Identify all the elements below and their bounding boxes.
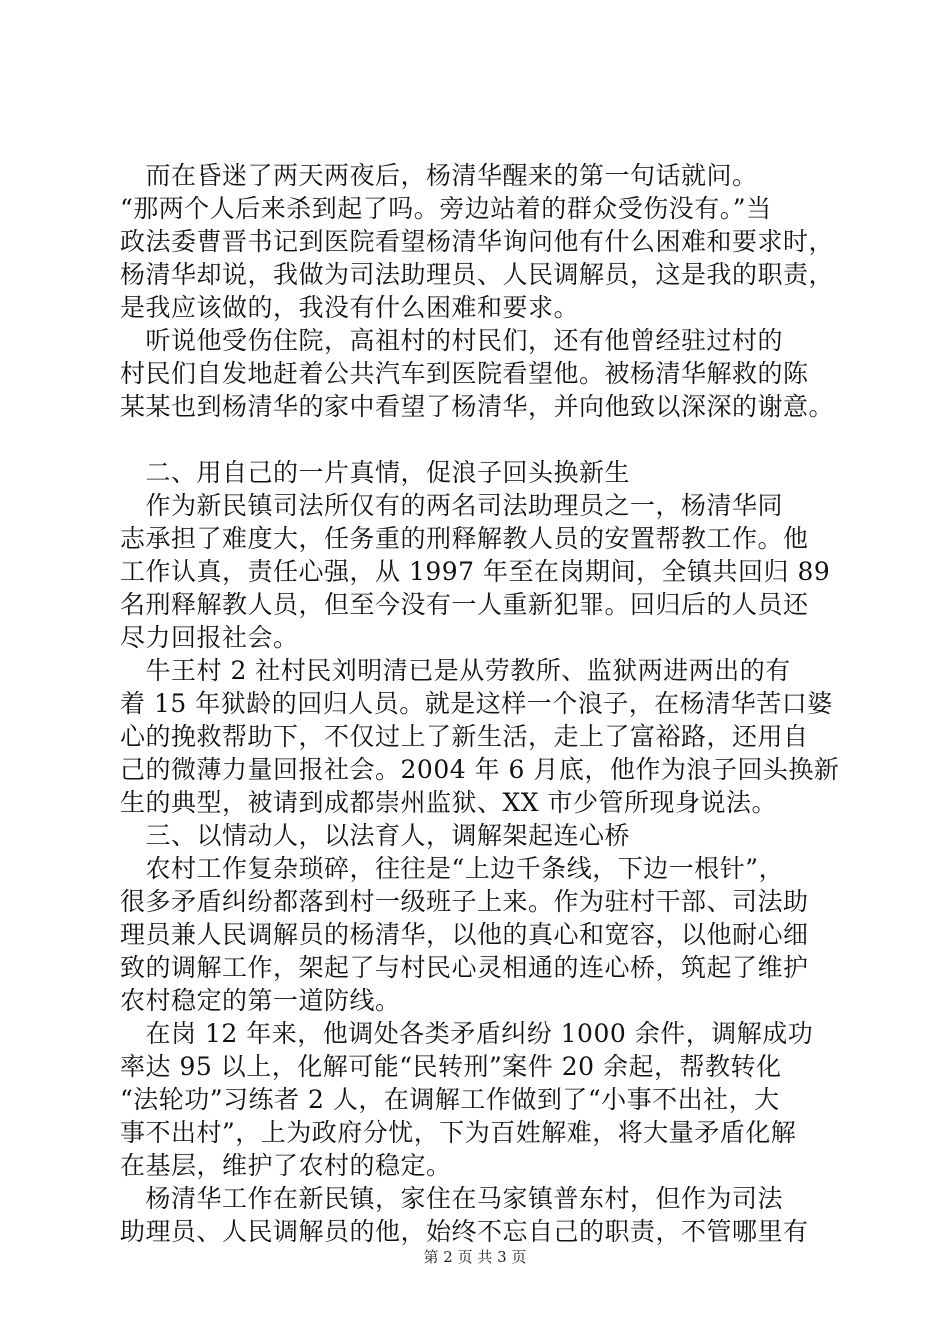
body-line: 某某也到杨清华的家中看望了杨清华，并向他致以深深的谢意。 xyxy=(120,392,835,421)
body-line: 作为新民镇司法所仅有的两名司法助理员之一，杨清华同 xyxy=(120,491,784,520)
body-line: 政法委曹晋书记到医院看望杨清华询问他有什么困难和要求时， xyxy=(120,227,835,256)
body-line: 牛王村 2 社村民刘明清已是从劳教所、监狱两进两出的有 xyxy=(120,656,791,685)
section-heading: 二、用自己的一片真情，促浪子回头换新生 xyxy=(120,458,631,487)
body-line: 理员兼人民调解员的杨清华，以他的真心和宽容，以他耐心细 xyxy=(120,920,809,949)
body-line: 尽力回报社会。 xyxy=(120,623,299,652)
body-line: 事不出村”，上为政府分忧，下为百姓解难，将大量矛盾化解 xyxy=(120,1118,797,1147)
body-line: 很多矛盾纠纷都落到村一级班子上来。作为驻村干部、司法助 xyxy=(120,887,809,916)
body-line: “那两个人后来杀到起了吗。旁边站着的群众受伤没有。”当 xyxy=(120,194,772,223)
body-line: 心的挽救帮助下，不仅过上了新生活，走上了富裕路，还用自 xyxy=(120,722,809,751)
blank-line xyxy=(120,424,840,456)
body-line: 而在昏迷了两天两夜后，杨清华醒来的第一句话就问。 xyxy=(120,161,758,190)
body-line: 志承担了难度大，任务重的刑释解教人员的安置帮教工作。他 xyxy=(120,524,809,553)
body-line: 助理员、人民调解员的他，始终不忘自己的职责，不管哪里有 xyxy=(120,1217,809,1246)
body-line: 杨清华工作在新民镇，家住在马家镇普东村，但作为司法 xyxy=(120,1184,784,1213)
body-line: 着 15 年狱龄的回归人员。就是这样一个浪子，在杨清华苦口婆 xyxy=(120,689,833,718)
body-line: 在基层，维护了农村的稳定。 xyxy=(120,1151,452,1180)
body-line: 村民们自发地赶着公共汽车到医院看望他。被杨清华解救的陈 xyxy=(120,359,809,388)
body-line: 率达 95 以上，化解可能“民转刑”案件 20 余起，帮教转化 xyxy=(120,1052,782,1081)
body-line: 农村工作复杂琐碎，往往是“上边千条线，下边一根针”， xyxy=(120,854,785,883)
body-line: 工作认真，责任心强，从 1997 年至在岗期间，全镇共回归 89 xyxy=(120,557,831,586)
body-line: 己的微薄力量回报社会。2004 年 6 月底，他作为浪子回头换新 xyxy=(120,755,840,784)
body-line: 在岗 12 年来，他调处各类矛盾纠纷 1000 余件，调解成功 xyxy=(120,1019,814,1048)
body-line: 听说他受伤住院，高祖村的村民们，还有他曾经驻过村的 xyxy=(120,326,784,355)
body-line: 是我应该做的，我没有什么困难和要求。 xyxy=(120,293,580,322)
section-heading: 三、以情动人，以法育人，调解架起连心桥 xyxy=(120,821,631,850)
body-line: 名刑释解教人员，但至今没有一人重新犯罪。回归后的人员还 xyxy=(120,590,809,619)
body-line: 致的调解工作，架起了与村民心灵相通的连心桥，筑起了维护 xyxy=(120,953,809,982)
body-line: 生的典型，被请到成都崇州监狱、XX 市少管所现身说法。 xyxy=(120,788,778,817)
page-number-footer: 第 2 页 共 3 页 xyxy=(423,1248,527,1266)
body-line: “法轮功”习练者 2 人，在调解工作做到了“小事不出社，大 xyxy=(120,1085,780,1114)
body-line: 农村稳定的第一道防线。 xyxy=(120,986,401,1015)
body-line: 杨清华却说，我做为司法助理员、人民调解员，这是我的职责， xyxy=(120,260,835,289)
